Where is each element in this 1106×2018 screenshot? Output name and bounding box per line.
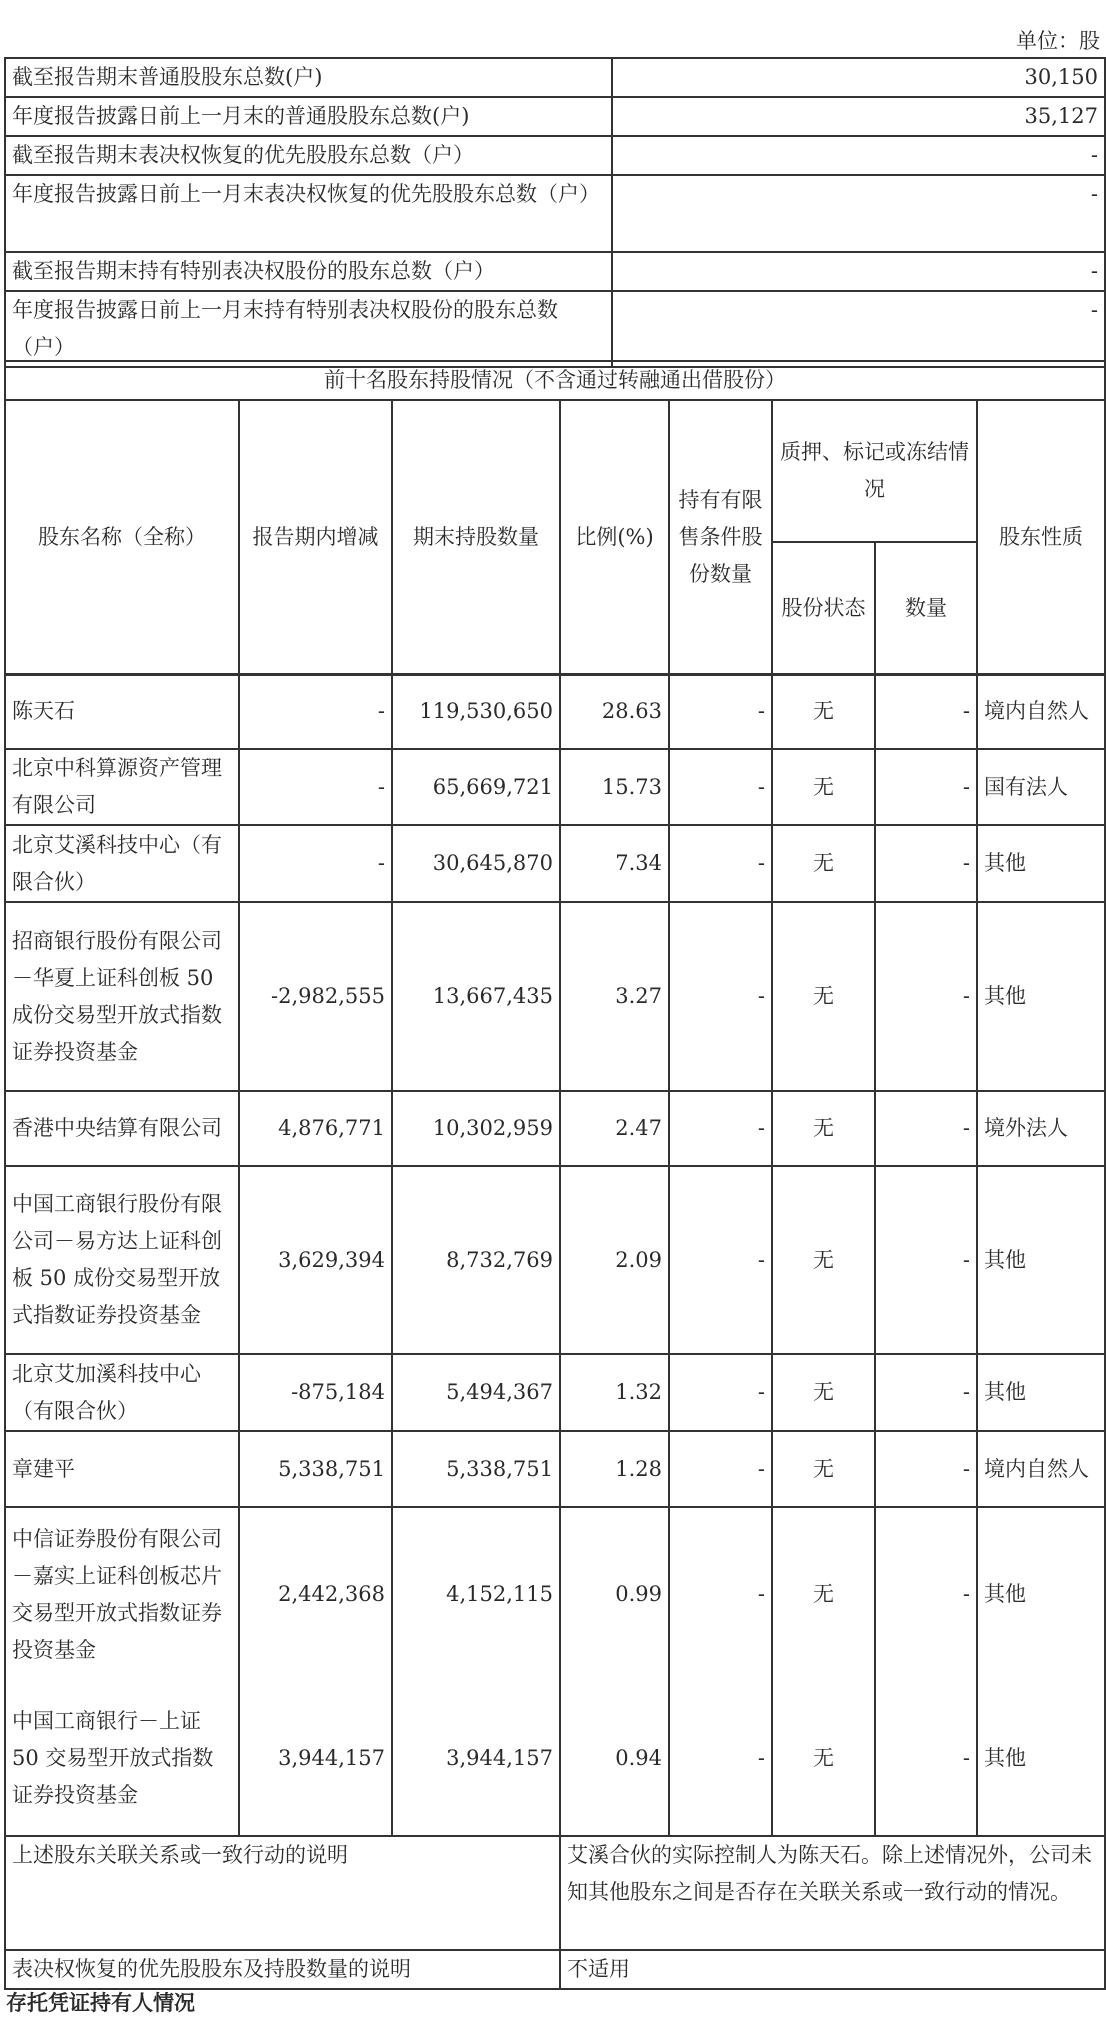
summary-value: 30,150: [612, 58, 1105, 97]
summary-row: [5, 252, 1105, 291]
change-in-period: 3,629,394: [239, 1166, 392, 1354]
end-shares: 65,669,721: [392, 749, 560, 825]
shareholder-nature: 境内自然人: [977, 1431, 1105, 1507]
summary-label: 截至报告期末持有特别表决权股份的股东总数（户）: [5, 252, 612, 291]
header-nature: 股东性质: [977, 400, 1105, 675]
shareholder-nature: 其他: [977, 1507, 1105, 1681]
note-value: 艾溪合伙的实际控制人为陈天石。除上述情况外，公司未知其他股东之间是否存在关联关系或一致行动的情况。: [560, 1836, 1105, 1950]
shareholder-nature: 境内自然人: [977, 674, 1105, 749]
restricted-shares: -: [669, 902, 772, 1091]
shareholder-nature: 国有法人: [977, 749, 1105, 825]
restricted-shares: -: [669, 749, 772, 825]
shareholder-name: 中信证券股份有限公司－嘉实上证科创板芯片交易型开放式指数证券投资基金: [5, 1507, 239, 1681]
pledge-status: 无: [772, 1507, 875, 1681]
unit-label: 单位：股: [1016, 29, 1100, 53]
summary-label: 截至报告期末普通股股东总数(户): [5, 58, 612, 97]
restricted-shares: -: [669, 1681, 772, 1836]
pledge-status: 无: [772, 1681, 875, 1836]
pledge-status: 无: [772, 825, 875, 902]
end-shares: 10,302,959: [392, 1091, 560, 1166]
restricted-shares: -: [669, 1507, 772, 1681]
summary-label: 截至报告期末表决权恢复的优先股股东总数（户）: [5, 136, 612, 175]
change-in-period: -: [239, 749, 392, 825]
summary-value: -: [612, 252, 1105, 291]
summary-value: -: [612, 291, 1105, 367]
change-in-period: -: [239, 674, 392, 749]
table-row: [5, 902, 1105, 1091]
table-row: [5, 1354, 1105, 1431]
pledge-qty: -: [875, 825, 977, 902]
end-shares: 13,667,435: [392, 902, 560, 1091]
summary-row: [5, 97, 1105, 136]
ratio: 3.27: [560, 902, 669, 1091]
summary-value: -: [612, 175, 1105, 252]
ratio: 28.63: [560, 674, 669, 749]
header-change: 报告期内增减: [239, 400, 392, 675]
restricted-shares: -: [669, 1354, 772, 1431]
header-ratio: 比例(%): [560, 400, 669, 675]
end-shares: 4,152,115: [392, 1507, 560, 1681]
table-row: [5, 1166, 1105, 1354]
end-shares: 8,732,769: [392, 1166, 560, 1354]
shareholder-name: 中国工商银行股份有限公司－易方达上证科创板 50 成份交易型开放式指数证券投资基金: [5, 1166, 239, 1354]
pledge-status: 无: [772, 1166, 875, 1354]
restricted-shares: -: [669, 1431, 772, 1507]
pledge-status: 无: [772, 674, 875, 749]
shareholder-name: 陈天石: [5, 674, 239, 749]
note-label: 上述股东关联关系或一致行动的说明: [5, 1836, 560, 1950]
header-end-shares: 期末持股数量: [392, 400, 560, 675]
pledge-status: 无: [772, 749, 875, 825]
end-shares: 5,494,367: [392, 1354, 560, 1431]
shareholder-name: 中国工商银行－上证 50 交易型开放式指数证券投资基金: [5, 1681, 239, 1836]
restricted-shares: -: [669, 674, 772, 749]
note-row: [5, 1950, 1105, 1989]
end-shares: 5,338,751: [392, 1431, 560, 1507]
change-in-period: 2,442,368: [239, 1507, 392, 1681]
pledge-qty: -: [875, 1166, 977, 1354]
change-in-period: 3,944,157: [239, 1681, 392, 1836]
header-pledge-status: 股份状态: [772, 542, 875, 675]
shareholder-name: 章建平: [5, 1431, 239, 1507]
end-shares: 3,944,157: [392, 1681, 560, 1836]
summary-value: 35,127: [612, 97, 1105, 136]
table-row: [5, 1681, 1105, 1836]
header-pledge-group: 质押、标记或冻结情况: [772, 400, 977, 542]
shareholder-name: 招商银行股份有限公司－华夏上证科创板 50 成份交易型开放式指数证券投资基金: [5, 902, 239, 1091]
note-value: 不适用: [560, 1950, 1105, 1989]
restricted-shares: -: [669, 825, 772, 902]
shareholder-name: 香港中央结算有限公司: [5, 1091, 239, 1166]
summary-label: 年度报告披露日前上一月末表决权恢复的优先股股东总数（户）: [5, 175, 612, 252]
shareholder-nature: 其他: [977, 1354, 1105, 1431]
note-row: [5, 1836, 1105, 1950]
section-title: 前十名股东持股情况（不含通过转融通出借股份）: [5, 361, 1105, 400]
shareholder-count-table: [4, 57, 1106, 368]
header-name: 股东名称（全称）: [5, 400, 239, 675]
pledge-qty: -: [875, 1091, 977, 1166]
table-row: [5, 1091, 1105, 1166]
pledge-status: 无: [772, 1091, 875, 1166]
ratio: 2.47: [560, 1091, 669, 1166]
pledge-qty: -: [875, 749, 977, 825]
table-row: [5, 825, 1105, 902]
top10-shareholders-table: [4, 360, 1106, 676]
pledge-qty: -: [875, 1431, 977, 1507]
ratio: 0.99: [560, 1507, 669, 1681]
shareholder-nature: 其他: [977, 1681, 1105, 1836]
shareholder-name: 北京艾溪科技中心（有限合伙）: [5, 825, 239, 902]
shareholder-nature: 其他: [977, 1166, 1105, 1354]
ratio: 15.73: [560, 749, 669, 825]
table-row: [5, 749, 1105, 825]
pledge-status: 无: [772, 1354, 875, 1431]
change-in-period: -: [239, 825, 392, 902]
ratio: 0.94: [560, 1681, 669, 1836]
shareholder-name: 北京艾加溪科技中心（有限合伙）: [5, 1354, 239, 1431]
restricted-shares: -: [669, 1091, 772, 1166]
ratio: 1.32: [560, 1354, 669, 1431]
end-shares: 119,530,650: [392, 674, 560, 749]
pledge-qty: -: [875, 1354, 977, 1431]
summary-row: [5, 136, 1105, 175]
ratio: 1.28: [560, 1431, 669, 1507]
table-row: [5, 1431, 1105, 1507]
pledge-status: 无: [772, 1431, 875, 1507]
summary-value: -: [612, 136, 1105, 175]
table-row: [5, 674, 1105, 749]
summary-row: [5, 291, 1105, 367]
shareholder-nature: 境外法人: [977, 1091, 1105, 1166]
header-restricted: 持有有限售条件股份数量: [669, 400, 772, 675]
summary-row: [5, 58, 1105, 97]
pledge-qty: -: [875, 1681, 977, 1836]
summary-label: 年度报告披露日前上一月末持有特别表决权股份的股东总数（户）: [5, 291, 612, 367]
pledge-qty: -: [875, 902, 977, 1091]
pledge-qty: -: [875, 674, 977, 749]
pledge-status: 无: [772, 902, 875, 1091]
shareholder-nature: 其他: [977, 902, 1105, 1091]
ratio: 7.34: [560, 825, 669, 902]
summary-row: [5, 175, 1105, 252]
summary-label: 年度报告披露日前上一月末的普通股股东总数(户): [5, 97, 612, 136]
table-row: [5, 1507, 1105, 1681]
pledge-qty: -: [875, 1507, 977, 1681]
shareholder-name: 北京中科算源资产管理有限公司: [5, 749, 239, 825]
change-in-period: -875,184: [239, 1354, 392, 1431]
header-pledge-qty: 数量: [875, 542, 977, 675]
change-in-period: 5,338,751: [239, 1431, 392, 1507]
restricted-shares: -: [669, 1166, 772, 1354]
change-in-period: -2,982,555: [239, 902, 392, 1091]
next-section-title: 存托凭证持有人情况: [6, 1990, 195, 2015]
notes-table: [4, 1835, 1106, 1990]
ratio: 2.09: [560, 1166, 669, 1354]
shareholder-nature: 其他: [977, 825, 1105, 902]
note-label: 表决权恢复的优先股股东及持股数量的说明: [5, 1950, 560, 1989]
end-shares: 30,645,870: [392, 825, 560, 902]
change-in-period: 4,876,771: [239, 1091, 392, 1166]
top10-rows: [4, 673, 1106, 1837]
